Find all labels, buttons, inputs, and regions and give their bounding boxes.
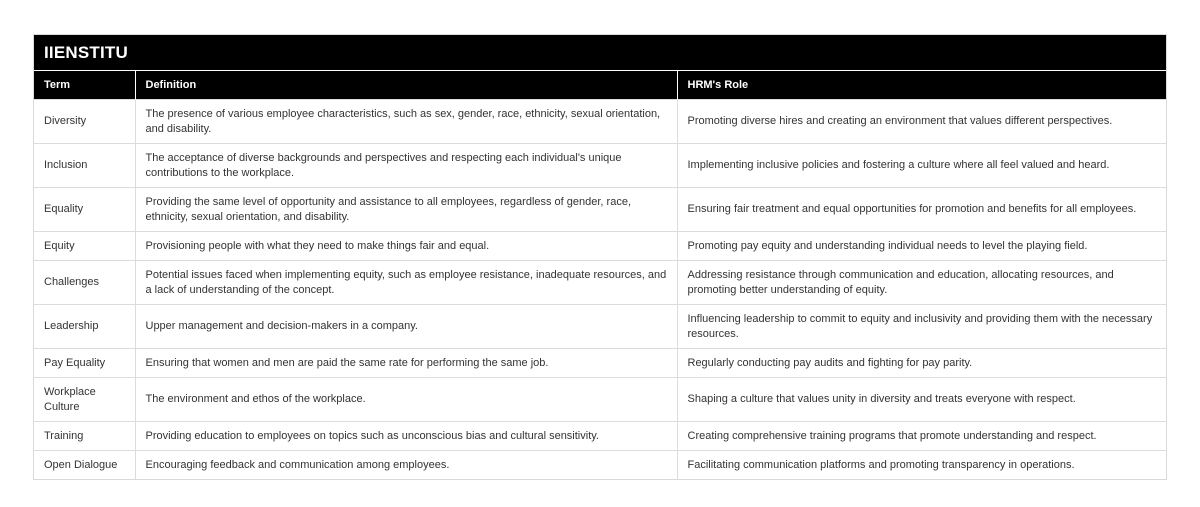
definition-cell: The presence of various employee characteristics, such as sex, gender, race, ethnicity, sexual orientation, and disability. [135, 100, 677, 144]
brand-title: IIENSTITU [34, 35, 1166, 71]
definition-cell: Providing education to employees on topics such as unconscious bias and cultural sensitivity. [135, 422, 677, 451]
role-cell: Implementing inclusive policies and fostering a culture where all feel valued and heard. [677, 144, 1166, 188]
role-cell: Influencing leadership to commit to equity and inclusivity and providing them with the necessary resources. [677, 305, 1166, 349]
definition-cell: Ensuring that women and men are paid the same rate for performing the same job. [135, 349, 677, 378]
header-definition: Definition [135, 71, 677, 100]
definition-cell: The acceptance of diverse backgrounds and perspectives and respecting each individual's unique contributions to the workplace. [135, 144, 677, 188]
term-cell: Equality [34, 188, 135, 232]
role-cell: Ensuring fair treatment and equal opportunities for promotion and benefits for all employees. [677, 188, 1166, 232]
terms-table [34, 71, 1166, 479]
definition-cell: Potential issues faced when implementing equity, such as employee resistance, inadequate resources, and a lack of understanding of the concept. [135, 261, 677, 305]
header-term: Term [34, 71, 135, 100]
table-row [34, 378, 1166, 422]
term-cell: Open Dialogue [34, 451, 135, 480]
term-cell: Training [34, 422, 135, 451]
definition-cell: Upper management and decision-makers in a company. [135, 305, 677, 349]
term-cell: Equity [34, 232, 135, 261]
role-cell: Facilitating communication platforms and promoting transparency in operations. [677, 451, 1166, 480]
role-cell: Shaping a culture that values unity in diversity and treats everyone with respect. [677, 378, 1166, 422]
role-cell: Promoting pay equity and understanding individual needs to level the playing field. [677, 232, 1166, 261]
definition-cell: The environment and ethos of the workplace. [135, 378, 677, 422]
header-hrm-role: HRM's Role [677, 71, 1166, 100]
table-header-row [34, 71, 1166, 100]
definition-cell: Provisioning people with what they need to make things fair and equal. [135, 232, 677, 261]
term-cell: Diversity [34, 100, 135, 144]
table-row [34, 451, 1166, 480]
table-row [34, 261, 1166, 305]
table-row [34, 305, 1166, 349]
term-cell: Pay Equality [34, 349, 135, 378]
role-cell: Creating comprehensive training programs that promote understanding and respect. [677, 422, 1166, 451]
term-cell: Leadership [34, 305, 135, 349]
table-row [34, 422, 1166, 451]
term-cell: Inclusion [34, 144, 135, 188]
table-row [34, 349, 1166, 378]
table-row [34, 188, 1166, 232]
role-cell: Regularly conducting pay audits and fighting for pay parity. [677, 349, 1166, 378]
definition-cell: Providing the same level of opportunity and assistance to all employees, regardless of gender, race, ethnicity, sexual orientation, and disability. [135, 188, 677, 232]
terms-table-container [33, 34, 1167, 480]
role-cell: Promoting diverse hires and creating an environment that values different perspectives. [677, 100, 1166, 144]
role-cell: Addressing resistance through communication and education, allocating resources, and promoting better understanding of equity. [677, 261, 1166, 305]
term-cell: Challenges [34, 261, 135, 305]
table-row [34, 232, 1166, 261]
definition-cell: Encouraging feedback and communication among employees. [135, 451, 677, 480]
term-cell: Workplace Culture [34, 378, 135, 422]
table-row [34, 144, 1166, 188]
table-row [34, 100, 1166, 144]
